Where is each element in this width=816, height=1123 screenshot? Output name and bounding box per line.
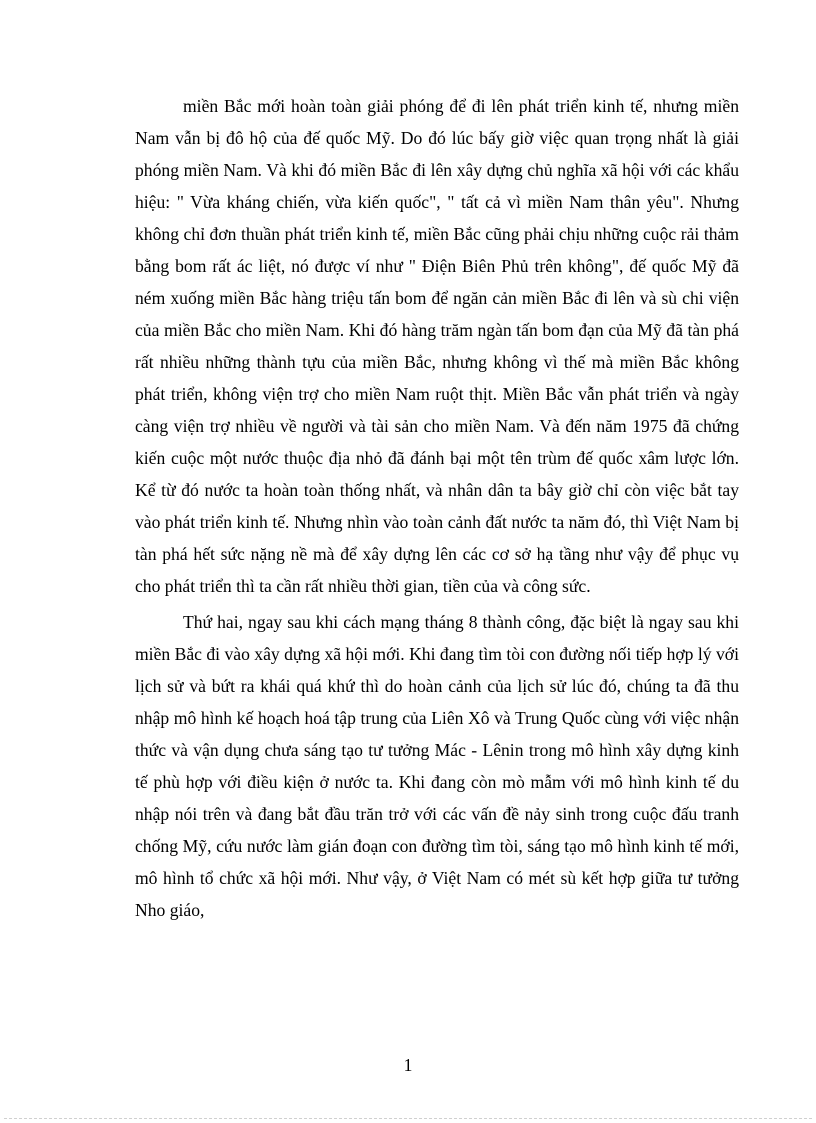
- document-body: [135, 90, 739, 926]
- paragraph-1: miền Bắc mới hoàn toàn giải phóng để đi lên phát triển kinh tế, nhưng miền Nam vẫn bị đô hộ của đế quốc Mỹ. Do đó lúc bấy giờ việc quan trọng nhất là giải phóng miền Nam. Và khi đó miền Bắc đi lên xây dựng chủ nghĩa xã hội với các khẩu hiệu: " Vừa kháng chiến, vừa kiến quốc", " tất cả vì miền Nam thân yêu". Nhưng không chỉ đơn thuần phát triển kinh tế, miền Bắc cũng phải chịu những cuộc rải thảm bằng bom rất ác liệt, nó được ví như " Điện Biên Phủ trên không", đế quốc Mỹ đã ném xuống miền Bắc hàng triệu tấn bom để ngăn cản miền Bắc đi lên và sù chi viện của miền Bắc cho miền Nam. Khi đó hàng trăm ngàn tấn bom đạn của Mỹ đã tàn phá rất nhiều những thành tựu của miền Bắc, nhưng không vì thế mà miền Bắc không phát triển, không viện trợ cho miền Nam ruột thịt. Miền Bắc vẫn phát triển và ngày càng viện trợ nhiều về người và tài sản cho miền Nam. Và đến năm 1975 đã chứng kiến cuộc một nước thuộc địa nhỏ đã đánh bại một tên trùm đế quốc xâm lược lớn. Kể từ đó nước ta hoàn toàn thống nhất, và nhân dân ta bây giờ chỉ còn việc bắt tay vào phát triển kinh tế. Nhưng nhìn vào toàn cảnh đất nước ta năm đó, thì Việt Nam bị tàn phá hết sức nặng nề mà để xây dựng lên các cơ sở hạ tầng như vậy để phục vụ cho phát triển thì ta cần rất nhiều thời gian, tiền của và công sức.: [135, 96, 739, 596]
- paragraph-2: Thứ hai, ngay sau khi cách mạng tháng 8 thành công, đặc biệt là ngay sau khi miền Bắc đi vào xây dựng xã hội mới. Khi đang tìm tòi con đường nối tiếp hợp lý với lịch sử và bứt ra khái quá khứ thì do hoàn cảnh của lịch sử lúc đó, chúng ta đã thu nhập mô hình kế hoạch hoá tập trung của Liên Xô và Trung Quốc cùng với việc nhận thức và vận dụng chưa sáng tạo tư tưởng Mác - Lênin trong mô hình xây dựng kinh tế phù hợp với điều kiện ở nước ta. Khi đang còn mò mẫm với mô hình kinh tế du nhập nói trên và đang bắt đầu trăn trở với các vấn đề nảy sinh trong cuộc đấu tranh chống Mỹ, cứu nước làm gián đoạn con đường tìm tòi, sáng tạo mô hình kinh tế mới, mô hình tổ chức xã hội mới. Như vậy, ở Việt Nam có mét sù kết hợp giữa tư tưởng Nho giáo,: [135, 612, 739, 920]
- page-edge-divider: [4, 1118, 812, 1119]
- page-number: 1: [403, 1055, 413, 1075]
